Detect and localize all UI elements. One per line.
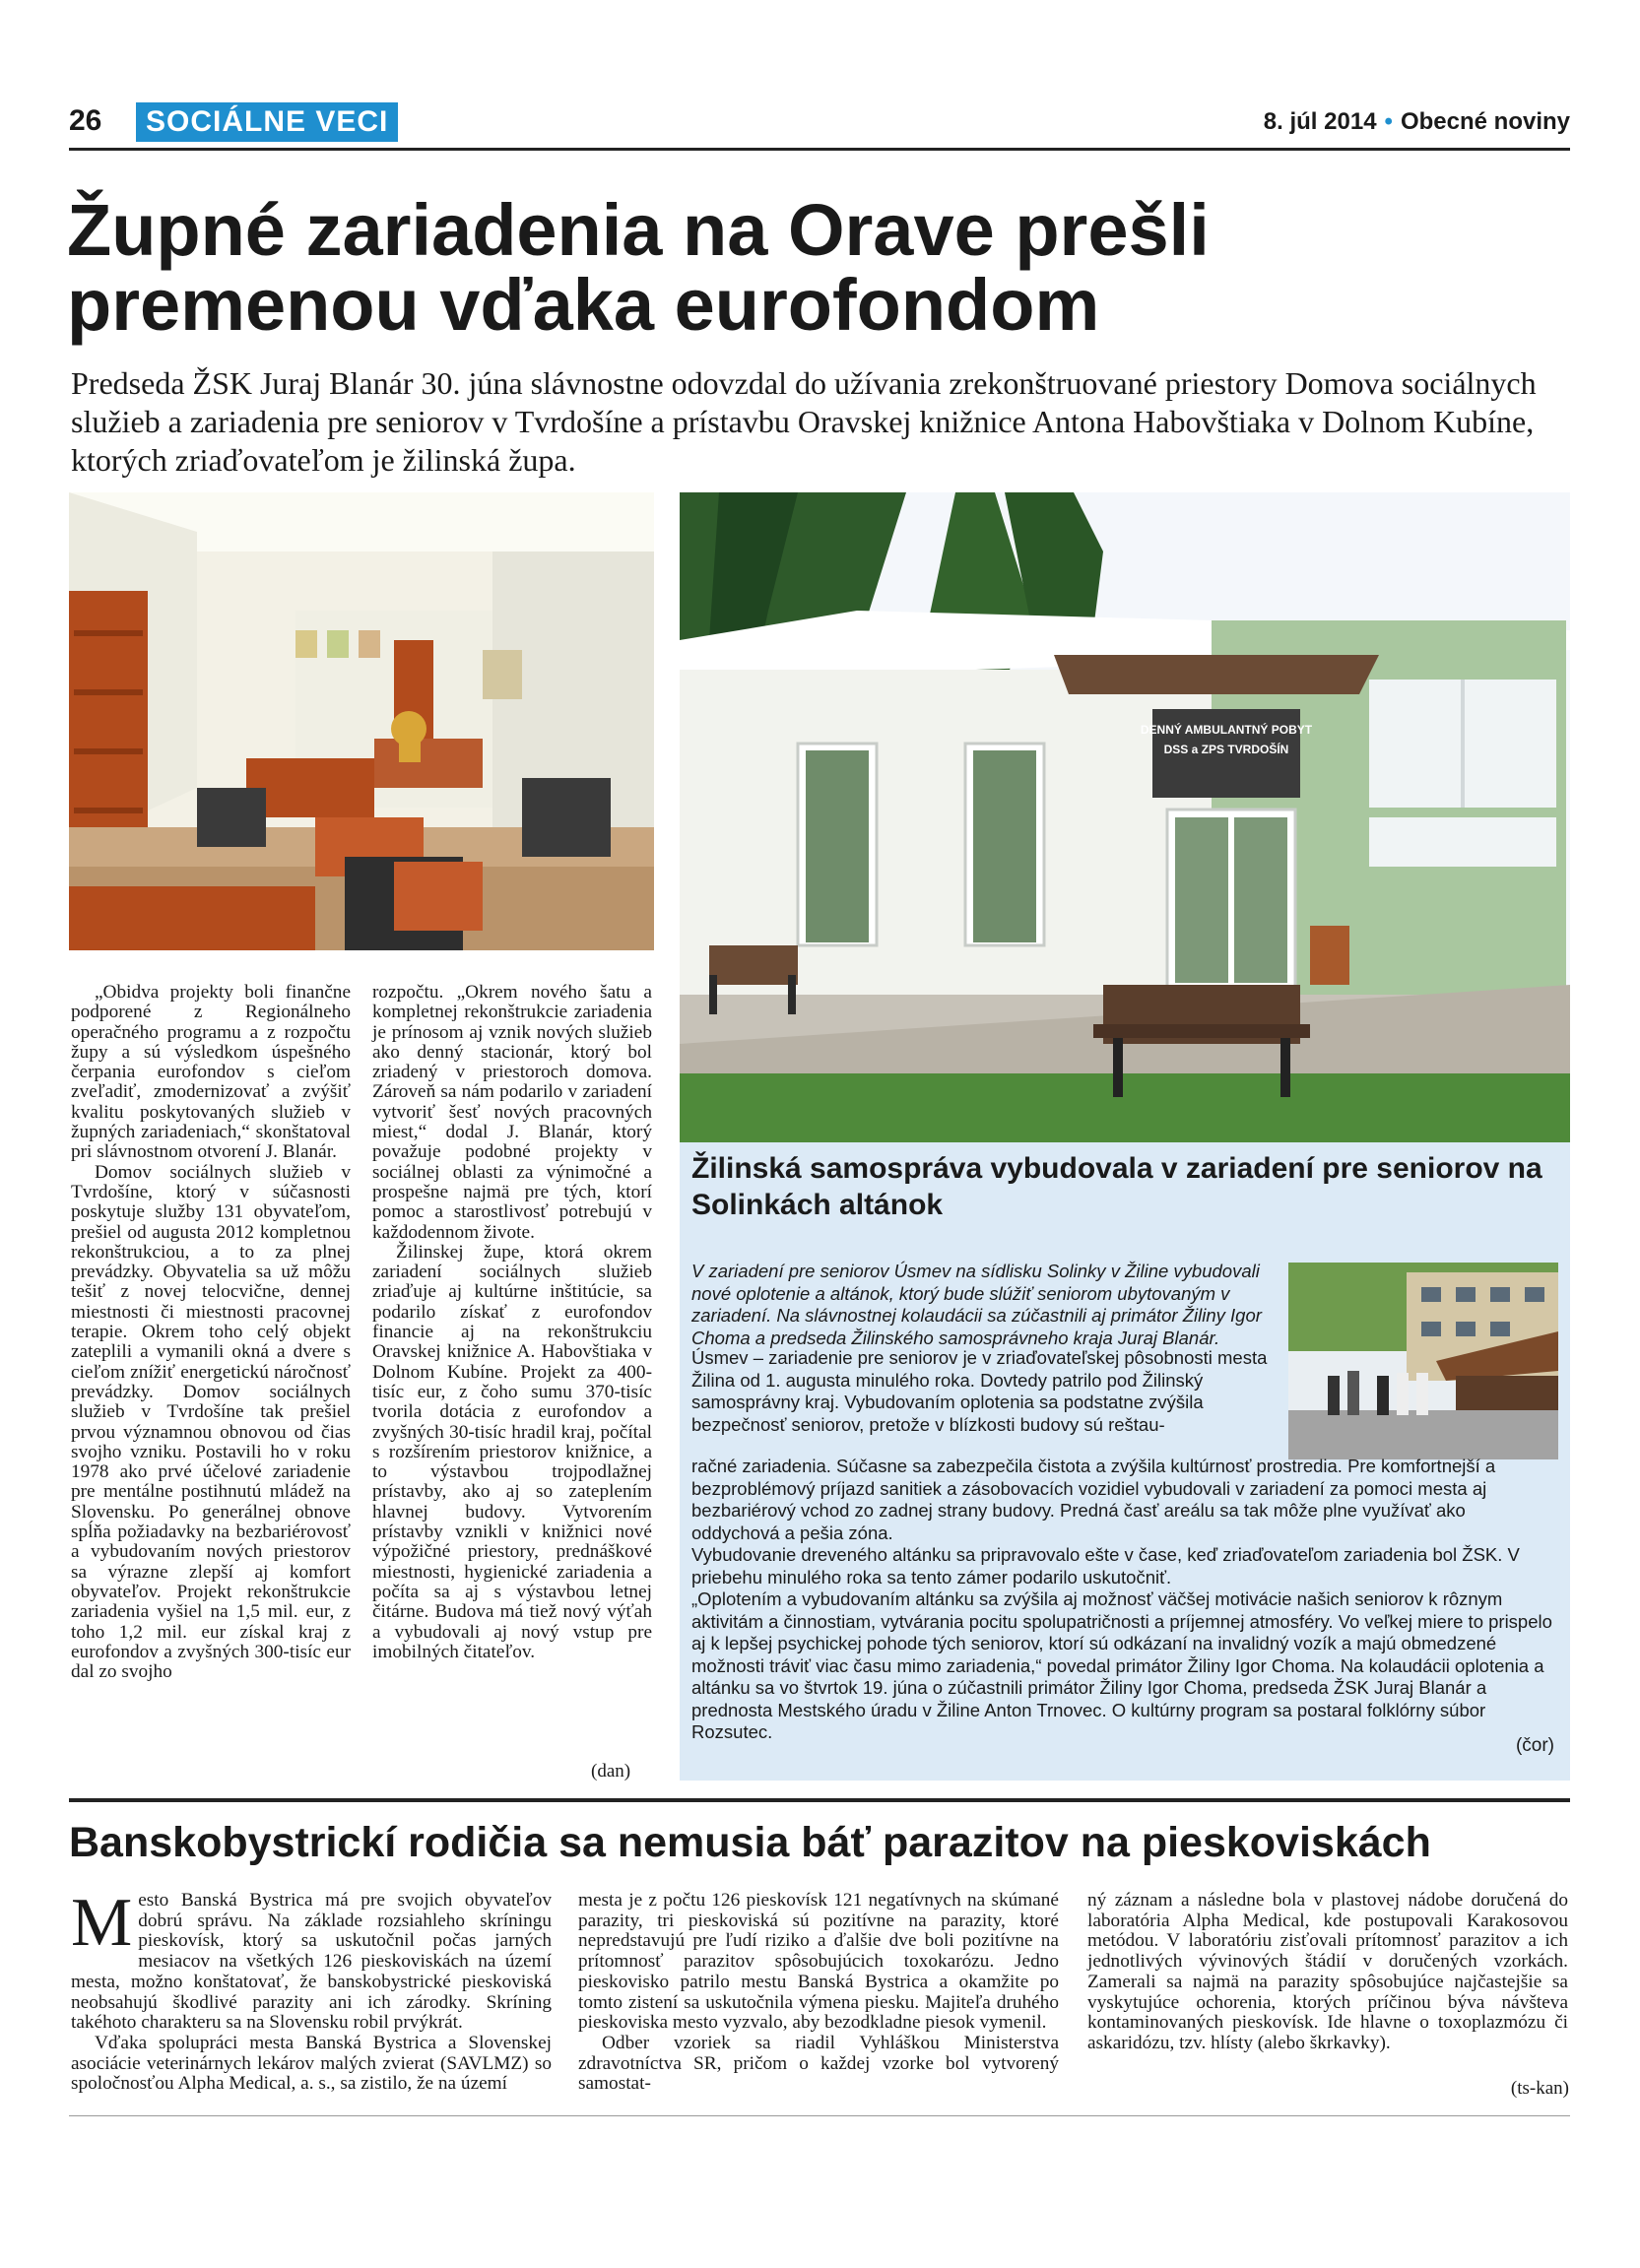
sidebar-body-cont — [691, 1456, 1558, 1744]
page-header — [69, 98, 1570, 150]
gazebo-photo — [1288, 1263, 1558, 1459]
bottom-rule — [69, 2115, 1570, 2116]
article-headline — [67, 189, 1584, 346]
paragraph: mesta je z počtu 126 pieskovísk 121 negatívnych na skúmané parazity, tri pieskoviská sú pozitívne na parazity, ktoré nepredstavujú pre ľudí riziko a ďalšie dve boli pozitívne na prítomnosť parazitov spôsobujúcich toxokarózu. Jedno pieskovisko patrilo mestu Banská Bystrica a okamžite po tomto zistení sa uskutočnila výmena piesku. Majiteľa druhého pieskoviska mesto vyzvalo, aby bezodkladne piesok vymenil. — [578, 1890, 1059, 2034]
sidebar-lead: V zariadení pre seniorov Úsmev na sídlisku Solinky v Žiline vybudovali nové oplotenie a altánok, ktorý bude slúžiť seniorom ubytovaným v zariadení. Na slávnostnej kolaudácii sa zúčastnili aj primátor Žiliny Igor Choma a predseda Žilinského samosprávneho kraja Juraj Blanár. — [691, 1261, 1262, 1348]
headline-line-1: Župné zariadenia na Orave prešli — [67, 189, 1210, 271]
article2-column-2 — [578, 1891, 1059, 2095]
issue-date: 8. júl 2014 — [1263, 108, 1377, 135]
lounge-photo — [69, 492, 654, 950]
article-column-2 — [372, 983, 652, 1662]
separator-dot: • — [1384, 108, 1393, 135]
paragraph — [71, 1885, 552, 2034]
article-column-1 — [71, 983, 351, 1682]
sidebar-title: Žilinská samospráva vybudovala v zariadení pre seniorov na Solinkách altánok — [691, 1152, 1542, 1221]
article2-column-1 — [71, 1885, 552, 2095]
building-photo — [680, 492, 1570, 1142]
author-signature: (dan) — [591, 1761, 631, 1782]
sidebar-body: Úsmev – zariadenie pre seniorov je v zriaďovateľskej pôsobnosti mesta Žilina od 1. augusta minulého roka. Dovtedy patrilo pod Žilinský samosprávny kraj. Vybudovaním oplotenia sa podstatne zvýšila bezpečnosť seniorov, pretože v blízkosti budovy sú reštau- — [691, 1347, 1268, 1435]
paragraph-text: esto Banská Bystrica má pre svojich obyvateľov dobrú správu. Na základe rozsiahleho skríningu pieskovísk, ktorý sa uskutočnil počas jarných mesiacov na všetkých 126 pieskoviskách na území mesta, možno konštatovať, že banskobystrické pieskoviská neobsahujú škodlivé parazity ani ich zárodky. Skríning takéhoto charakteru sa na Slovensku robil prvýkrát. — [71, 1890, 552, 2034]
headline-line-2: premenou vďaka eurofondom — [67, 264, 1100, 346]
article-deck: Predseda ŽSK Juraj Blanár 30. júna slávnostne odovzdal do užívania zrekonštruované priestory Domova sociálnych služieb a zariadenia pre seniorov v Tvrdošíne a prístavbu Oravskej knižnice Antona Habovštiaka v Dolnom Kubíne, ktorých zriaďovateľom je žilinská župa. — [71, 365, 1537, 478]
article2-headline: Banskobystrickí rodičia sa nemusia báť parazitov na pieskoviskách — [69, 1819, 1431, 1866]
sidebar-box — [680, 1142, 1570, 1781]
paragraph: Odber vzoriek sa riadil Vyhláškou Ministerstva zdravotníctva SR, pričom o každej vzorke bol vytvorený samostat- — [578, 2032, 1059, 2095]
drop-cap: M — [71, 1885, 133, 1961]
article-divider — [69, 1798, 1570, 1802]
publication-name: Obecné noviny — [1400, 108, 1570, 135]
paragraph: Vybudovanie dreveného altánku sa pripravovalo ešte v čase, keď zriaďovateľom zariadenia bol ŽSK. V priebehu minulého roka sa tento zámer podarilo uskutočniť. — [691, 1544, 1520, 1588]
article2-signature: (ts-kan) — [1510, 2078, 1569, 2099]
paragraph: ný záznam a následne bola v plastovej nádobe doručená do laboratória Alpha Medical, kde postupovali Karakosovou metódou. V laboratóriu zisťovali prítomnosť parazitov a ich jednotlivých vývinových štádií v doručených vzorkách. Zamerali sa najmä na parazity spôsobujúce najčastejšie sa vyskytujúce ochorenia, ktorých príčinou býva návšteva kontaminovaných pieskovísk. Ide hlavne o toxoplazmózu či askaridózu, tzv. hlísty (alebo škrkavky). — [1087, 1890, 1568, 2053]
sidebar-signature: (čor) — [1515, 1735, 1554, 1756]
page-number: 26 — [69, 104, 102, 137]
sign-line-1: DENNÝ AMBULANTNÝ POBYT — [1140, 723, 1313, 737]
paragraph: rozpočtu. „Okrem nového šatu a kompletnej rekonštrukcie zariadenia je prínosom aj vznik nových služieb ako denný stacionár, ktorý bol zriadený v priestoroch domova. Zároveň sa nám podarilo v zariadení vytvoriť šesť nových pracovných miest,“ dodal J. Blanár, ktorý považuje podobné projekty v sociálnej oblasti za výnimočné a prospešne najmä pre tých, ktorí pomoc a starostlivosť potrebujú v každodennom živote. — [372, 982, 652, 1243]
article2-column-3 — [1087, 1891, 1568, 2054]
sign-line-2: DSS a ZPS TVRDOŠÍN — [1163, 743, 1289, 756]
paragraph: račné zariadenia. Súčasne sa zabezpečila čistota a zvýšila kultúrnosť prostredia. Pre komfortnejší a bezproblémový príjazd sanitiek a zásobovacích vozidiel vybudovali v zariadení za pomoci mesta aj bezbariérový vchod zo zadnej strany budovy. Predná časť areálu sa tak môže plne využívať ako oddychová a pešia zóna. — [691, 1456, 1496, 1543]
header-rule — [69, 148, 1570, 151]
paragraph: „Oplotením a vybudovaním altánku sa zvýšila aj možnosť väčšej motivácie našich seniorov k rôznym aktivitám a činnostiam, vytvárania pocitu spolupatričnosti a príjemnej atmosféry. Vo veľkej miere to prispelo aj k lepšej psychickej pohode tých seniorov, ktorí sú odkázaní na invalidný vozík a majú obmedzené možnosti tráviť viac času mimo zariadenia,“ povedal primátor Žiliny Igor Choma. Na kolaudácii oplotenia a altánku sa vo štvrtok 19. júna o zúčastnili primátor Žiliny Igor Choma, predseda ŽSK Juraj Blanár a prednosta Mestského úradu v Žiline Anton Trnovec. O kultúrny program sa postaral folklórny súbor Rozsutec. — [691, 1588, 1552, 1742]
paragraph: Domov sociálnych služieb v Tvrdošíne, ktorý v súčasnosti poskytuje služby 131 obyvateľom, prešiel od augusta 2012 kompletnou rekonštrukciou, a to za plnej prevádzky. Obyvatelia sa už môžu tešiť z novej telocvične, dennej miestnosti či miestnosti pracovnej terapie. Okrem toho celý objekt zateplili a vymanili okná a dvere s cieľom znížiť energetickú náročnosť prevádzky. Domov sociálnych služieb v Tvrdošíne tak prešiel prvou významnou obnovou od čias svojho vzniku. Postavili ho v roku 1978 ako prvé účelové zariadenie pre mentálne postihnutú mládež na Slovensku. Po generálnej obnove spĺňa požiadavky na bezbariérovosť a vybudovaním nových priestorov sa výrazne zlepší aj komfort obyvateľov. Projekt rekonštrukcie zariadenia vyšiel na 1,5 mil. eur, z toho 1,2 mil. eur získal kraj z eurofondov a zvyšných 300-tisíc eur dal zo svojho — [71, 1161, 351, 1683]
paragraph: Žilinskej župe, ktorá okrem zariadení sociálnych služieb zriaďuje aj kultúrne inštitúcie, sa podarilo získať z eurofondov financie aj na rekonštrukciu Oravskej knižnice A. Habovštiaka v Dolnom Kubíne. Projekt za 400-tisíc eur, z čoho sumu 370-tisíc tvorila dotácia z eurofondov a zvyšných 30-tisíc hradil kraj, počítal s rozšírením priestorov knižnice, a to výstavbou trojpodlažnej prístavby, ako aj so zateplením hlavnej budovy. Vytvorením prístavby vznikli v knižnici nové výpožičné priestory, prednáškové miestnosti, hygienické zariadenia a počíta sa aj s výstavbou letnej čitárne. Budova má tiež nový výťah a vybudovali aj nový vstup pre imobilných čitateľov. — [372, 1241, 652, 1662]
paragraph: „Obidva projekty boli finančne podporené z Regionálneho operačného programu a z rozpočtu župy a sú výsledkom úspešného čerpania eurofondov s cieľom zveľadiť, zmodernizovať a zvýšiť kvalitu poskytovaných služieb v župných zariadeniach,“ skonštatoval pri slávnostnom otvorení J. Blanár. — [71, 982, 351, 1163]
section-label: SOCIÁLNE VECI — [136, 102, 398, 142]
paragraph: Vďaka spolupráci mesta Banská Bystrica a Slovenskej asociácie veterinárnych lekárov malých zvierat (SAVLMZ) so spoločnosťou Alpha Medical, a. s., sa zistilo, že na území — [71, 2032, 552, 2095]
issue-info — [1264, 108, 1570, 136]
